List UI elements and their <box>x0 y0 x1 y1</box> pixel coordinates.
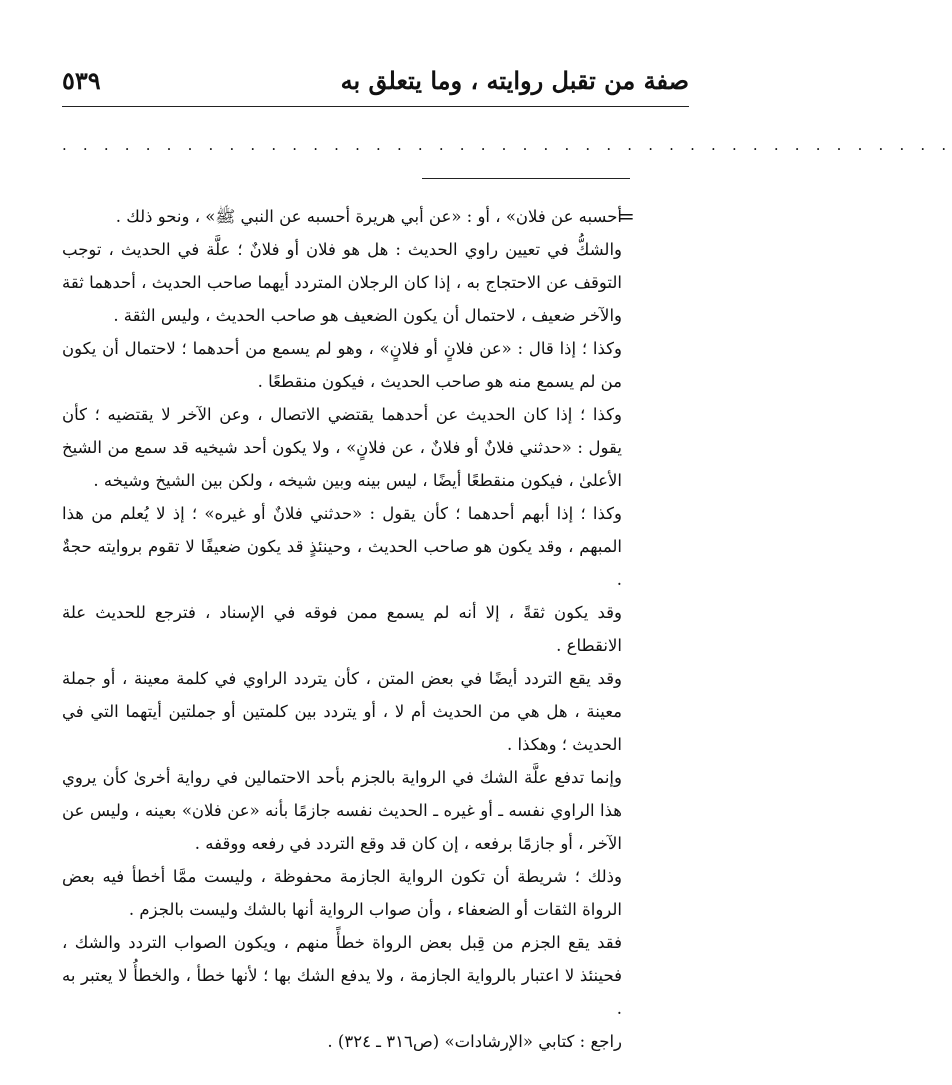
paragraph: وقد يقع التردد أيضًا في بعض المتن ، كأن يتردد الراوي في كلمة معينة ، أو جملة معينة ، هل هي من الحديث أم لا ، أو يتردد بين كلمتين أو جملتين أيتهما التي في الحديث ؛ وهكذا . <box>62 669 622 754</box>
footnote-body <box>62 200 622 1058</box>
paragraph: وذلك ؛ شريطة أن تكون الرواية الجازمة محفوظة ، وليست ممَّا أخطأ فيه بعض الرواة الثقات أو الضعفاء ، وأن صواب الرواية أنها بالشك وليست بالجزم . <box>62 867 622 919</box>
footnote-rule <box>422 178 630 179</box>
header-rule <box>62 106 689 107</box>
reference-line: راجع : كتابي «الإرشادات» (ص٣١٦ ـ ٣٢٤) . <box>327 1032 622 1051</box>
paragraph: وكذا ؛ إذا كان الحديث عن أحدهما يقتضي الاتصال ، وعن الآخر لا يقتضيه ؛ كأن يقول : «حدثني فلانٌ أو فلانٌ ، عن فلانٍ» ، ولا يكون أحد شيخيه قد سمع من الشيخ الأعلىٰ ، فيكون منقطعًا أيضًا ، ليس بينه وبين شيخه ، ولكن بين الشيخ وشيخه . <box>62 405 622 490</box>
paragraph: وإنما تدفع علَّة الشك في الرواية بالجزم بأحد الاحتمالين في رواية أخرىٰ كأن يروي هذا الراوي نفسه ـ أو غيره ـ الحديث نفسه جازمًا بأنه «عن فلان» بعينه ، وليس عن الآخر ، أو جازمًا برفعه ، إن كان قد وقع التردد في رفعه ووقفه . <box>62 768 622 853</box>
continuation-mark: = <box>618 204 635 228</box>
dotted-separator: · · · · · · · · · · · · · · · · · · · · · · · · · · · · · · · · · · · · · · · · · · · <box>62 140 952 158</box>
page-number: ٥٣٩ <box>62 66 101 95</box>
paragraph: وكذا ؛ إذا أبهم أحدهما ؛ كأن يقول : «حدثني فلانٌ أو غيره» ؛ إذ لا يُعلم من هذا المبهم ، وقد يكون هو صاحب الحديث ، وحينئذٍ قد يكون ضعيفًا لا تقوم بروايته حجةٌ . <box>62 504 622 589</box>
paragraph: أحسبه عن فلان» ، أو : «عن أبي هريرة أحسبه عن النبي ﷺ» ، ونحو ذلك . <box>115 207 622 226</box>
running-title: صفة من تقبل روايته ، وما يتعلق به <box>340 66 689 95</box>
paragraph: وقد يكون ثقةً ، إلا أنه لم يسمع ممن فوقه في الإسناد ، فترجع للحديث علة الانقطاع . <box>62 603 622 655</box>
paragraph: وكذا ؛ إذا قال : «عن فلانٍ أو فلانٍ» ، وهو لم يسمع من أحدهما ؛ لاحتمال أن يكون من لم يسمع منه هو صاحب الحديث ، فيكون منقطعًا . <box>62 339 622 391</box>
page-header <box>62 64 689 104</box>
paragraph: والشكُّ في تعيين راوي الحديث : هل هو فلان أو فلانٌ ؛ علَّة في الحديث ، توجب التوقف عن الاحتجاج به ، إذا كان الرجلان المتردد أيهما صاحب الحديث ، أحدهما ثقة والآخر ضعيف ، لاحتمال أن يكون الضعيف هو صاحب الحديث ، وليس الثقة . <box>62 240 622 325</box>
paragraph: فقد يقع الجزم من قِبل بعض الرواة خطأً منهم ، ويكون الصواب التردد والشك ، فحينئذ لا اعتبار بالرواية الجازمة ، ولا يدفع الشك بها ؛ لأنها خطأ ، والخطأُ لا يعتبر به . <box>62 933 622 1018</box>
